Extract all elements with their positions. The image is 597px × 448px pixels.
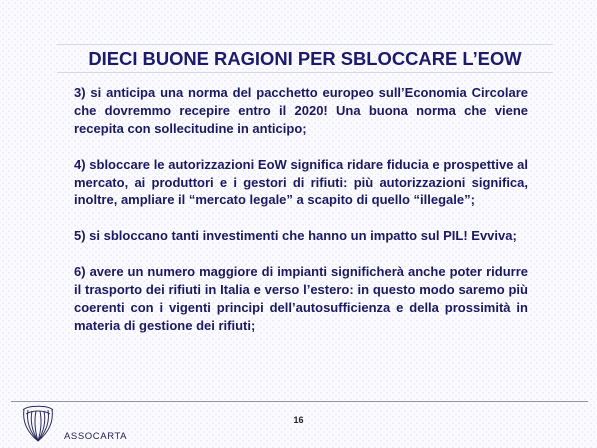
- paragraph-3: 3) si anticipa una norma del pacchetto europeo sull’Economia Circolare che dovremmo recepire entro il 2020! Una buona norma che viene recepita con sollecitudine in anticipo;: [74, 85, 528, 136]
- paragraph-4: 4) sbloccare le autorizzazioni EoW significa ridare fiducia e prospettive al mercato, ai produttori e i gestori di rifiuti: più autorizzazioni significa, inoltre, ampliare il “mercato legale” a scapito di quello “illegale”;: [74, 156, 528, 208]
- paragraph-6: 6) avere un numero maggiore di impianti significherà anche poter ridurre il trasporto dei rifiuti in Italia e verso l’estero: in questo modo saremo più coerenti con i vigenti principi dell’autosufficienza e della prossimità in materia di gestione dei rifiuti;: [74, 264, 528, 333]
- slide-body: [74, 84, 528, 335]
- footer-divider: [11, 401, 588, 402]
- title-bar: [57, 44, 553, 73]
- page-number: 16: [293, 415, 304, 425]
- logo-wordmark: ASSOCARTA: [64, 431, 128, 442]
- paragraph-5: 5) si sbloccano tanti investimenti che hanno un impatto sul PIL! Evviva;: [74, 228, 517, 244]
- slide-title: DIECI BUONE RAGIONI PER SBLOCCARE L’EOW: [88, 47, 522, 69]
